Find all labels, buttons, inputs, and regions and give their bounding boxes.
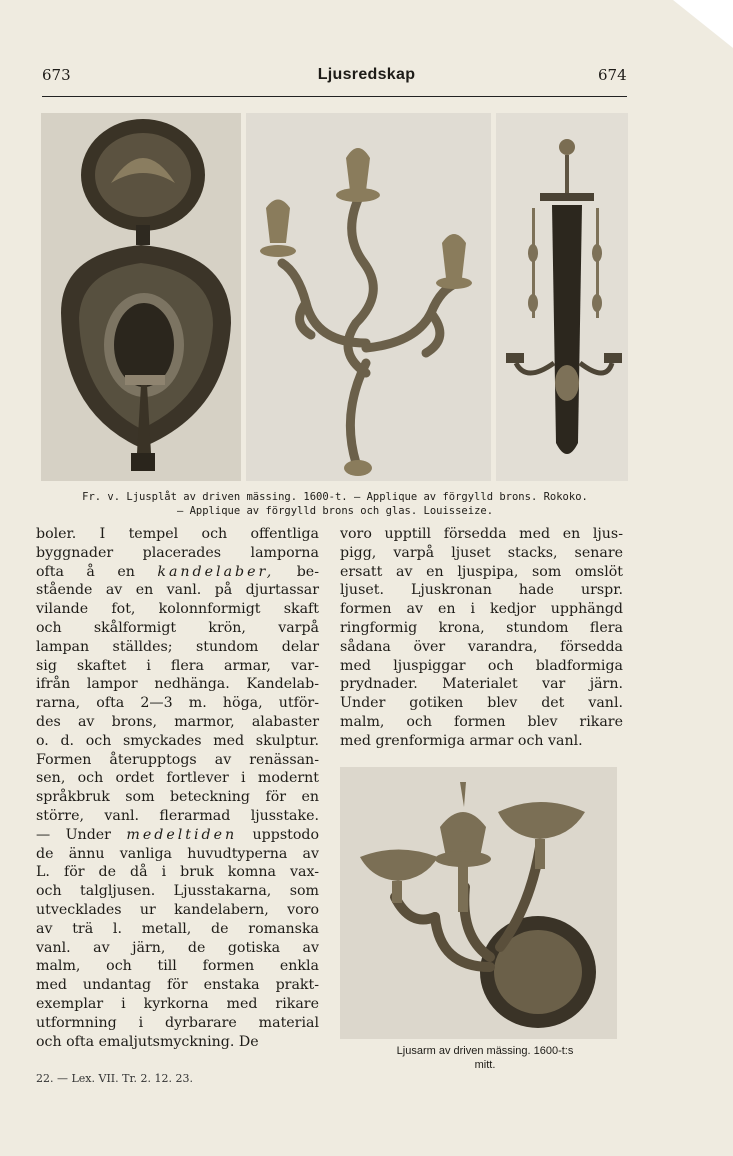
left-line: o. d. och smyckades med skulptur. (36, 732, 319, 749)
bottom-caption-line-2: mitt. (474, 1059, 496, 1071)
left-line: utvecklades ur kandelabern, voro (36, 901, 319, 918)
right-line: med grenformiga armar och vanl. (340, 732, 583, 749)
left-line: exemplar i kyrkorna med rikare (36, 995, 319, 1012)
left-line-medeltiden: — Under medeltiden uppstodo (36, 826, 319, 843)
left-line: stående av en vanl. på djurtassar (36, 582, 319, 599)
right-line: voro upptill försedda med en ljus- (340, 526, 623, 542)
candle-plate-illustration (41, 113, 241, 481)
top-caption-line-2: — Applique av förgylld brons och glas. Louisseize. (176, 505, 494, 517)
left-line: och ofta emaljutsmyckning. De (36, 1033, 259, 1050)
left-text-column (36, 525, 319, 1051)
left-line: boler. I tempel och offentliga (36, 526, 319, 542)
spaced-term-kandelaber: kandelaber, (157, 563, 275, 580)
left-line: de ännu vanliga huvudtyperna av (36, 845, 319, 862)
left-line: språkbruk som beteckning för en (36, 789, 319, 806)
right-line: sådana över varandra, försedda (340, 638, 623, 655)
left-line: L. för de då i bruk komna vax- (36, 864, 319, 881)
right-text-column (340, 525, 623, 751)
right-line: med ljuspiggar och bladformiga (340, 657, 623, 674)
left-line: av trä l. metall, de romanska (36, 920, 319, 937)
right-line: ersatt av en ljuspipa, som omslöt (340, 563, 623, 580)
right-line: prydnader. Materialet var järn. (340, 676, 623, 693)
left-line: des av brons, marmor, alabaster (36, 713, 319, 730)
photo-candle-arm (340, 767, 617, 1039)
left-line-kandelaber: ofta å en kandelaber, be- (36, 563, 319, 580)
header-rule (42, 96, 627, 97)
page-title: Ljusredskap (317, 66, 416, 83)
rococo-applique-illustration (246, 113, 491, 481)
left-line: rarna, ofta 2—3 m. höga, utför- (36, 695, 319, 712)
louisseize-applique-illustration (496, 113, 628, 481)
right-line: malm, och formen blev rikare (340, 713, 623, 730)
bottom-figure-caption (340, 1044, 630, 1072)
left-line: utformning i dyrbarare material (36, 1014, 319, 1031)
bottom-caption-line-1: Ljusarm av driven mässing. 1600-t:s (396, 1045, 574, 1057)
photo-louisseize-applique (496, 113, 628, 481)
right-line: pigg, varpå ljuset stacks, senare (340, 544, 623, 561)
left-line: med undantag för enstaka prakt- (36, 977, 319, 994)
left-line: byggnader placerades lamporna (36, 544, 319, 561)
right-line: ljuset. Ljuskronan hade urspr. (340, 582, 623, 599)
top-figure-caption (38, 490, 632, 518)
left-line: och skålformigt krön, varpå (36, 619, 319, 636)
left-line: Formen återupptogs av renässan- (36, 751, 319, 768)
left-line: sig skaftet i flera armar, var- (36, 657, 319, 674)
right-line: Under gotiken blev det vanl. (340, 695, 623, 712)
left-line: och talgljusen. Ljusstakarna, som (36, 883, 319, 900)
left-line: större, vanl. flerarmad ljusstake. (36, 807, 319, 824)
page-corner-fold (673, 0, 733, 48)
spaced-term-medeltiden: medeltiden (126, 826, 238, 843)
left-line: malm, och till formen enkla (36, 958, 319, 975)
left-line: vanl. av järn, de gotiska av (36, 939, 319, 956)
candle-arm-illustration (340, 767, 617, 1039)
page-number-left: 673 (42, 66, 71, 84)
page-number-right: 674 (598, 66, 627, 84)
printer-signature: 22. — Lex. VII. Tr. 2. 12. 23. (36, 1072, 193, 1085)
left-line: ifrån lampor nedhänga. Kandelab- (36, 676, 319, 693)
photo-rococo-applique (246, 113, 491, 481)
left-line: sen, och ordet fortlever i modernt (36, 770, 319, 787)
right-line: ringformig krona, stundom flera (340, 619, 623, 636)
right-line: formen av en i kedjor upphängd (340, 601, 623, 618)
left-line: vilande fot, kolonnformigt skaft (36, 601, 319, 618)
top-caption-line-1: Fr. v. Ljusplåt av driven mässing. 1600-t. — Applique av förgylld brons. Rokoko. (82, 491, 588, 503)
photo-candle-plate (41, 113, 241, 481)
left-line: lampan ställdes; stundom delar (36, 638, 319, 655)
